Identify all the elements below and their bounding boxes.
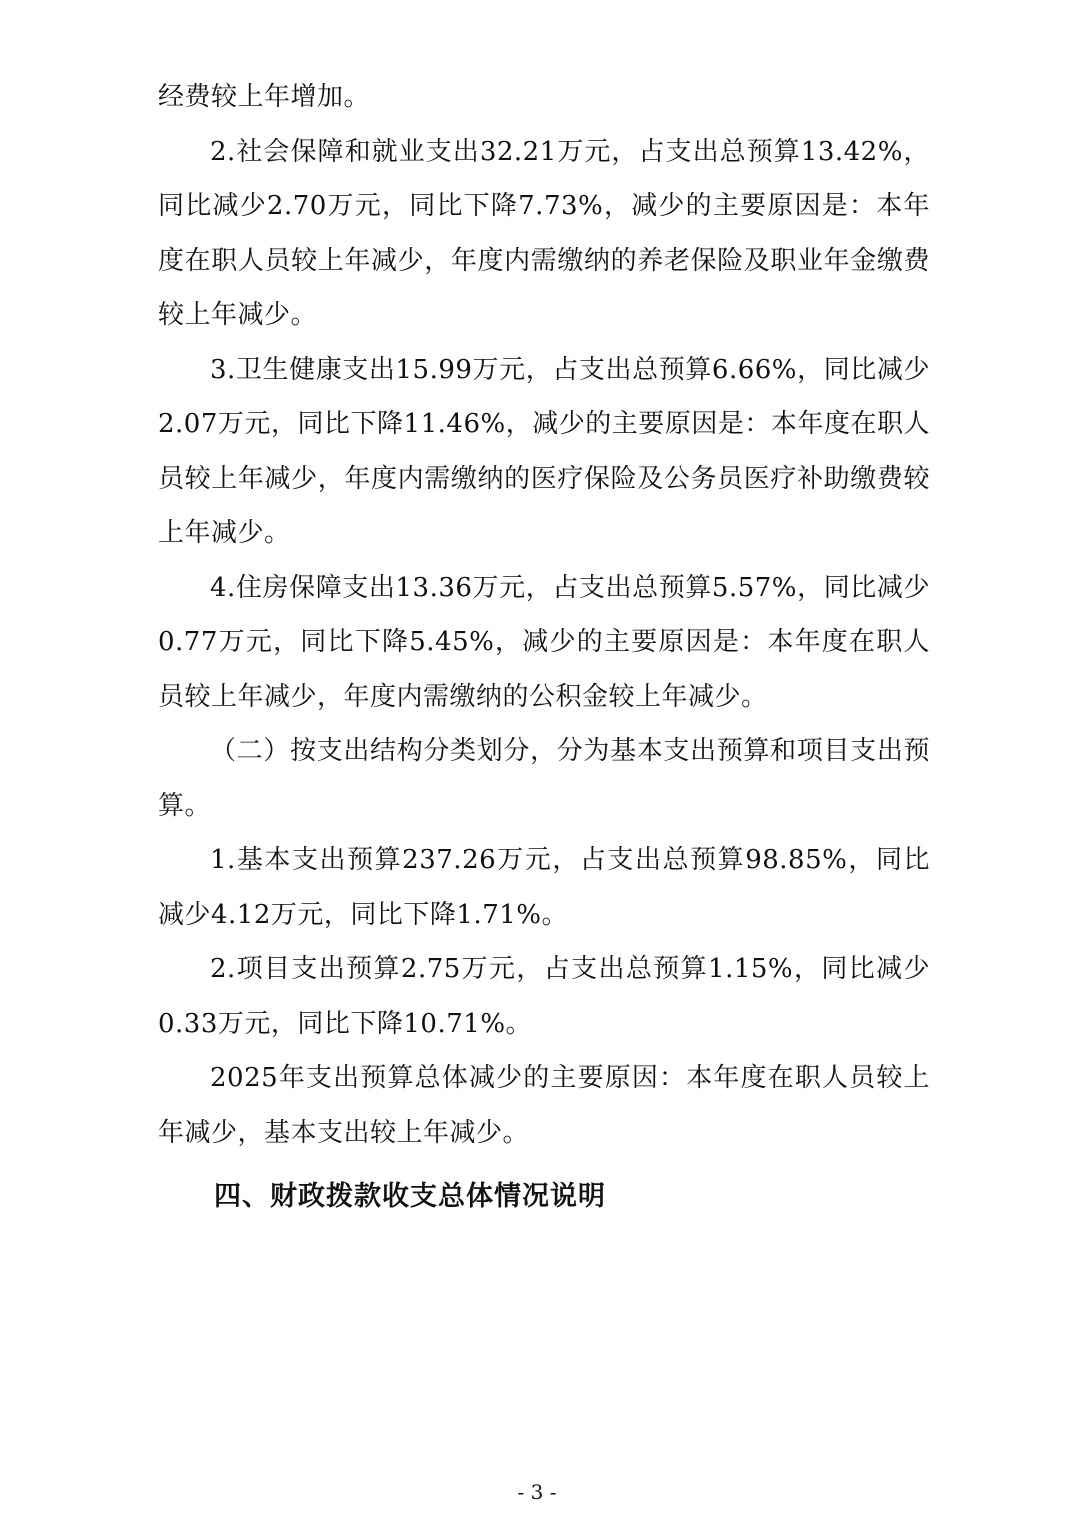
paragraph-project-expenditure: 2.项目支出预算2.75万元，占支出总预算1.15%，同比减少0.33万元，同比下降10.71%。 <box>158 954 930 1039</box>
paragraph-social-security: 2.社会保障和就业支出32.21万元，占支出总预算13.42%，同比减少2.70万元，同比下降7.73%，减少的主要原因是：本年度在职人员较上年减少，年度内需缴纳的养老保险及职业年金缴费较上年减少。 <box>158 136 930 330</box>
paragraph-overall-reason: 2025年支出预算总体减少的主要原因：本年度在职人员较上年减少，基本支出较上年减少。 <box>158 1063 930 1148</box>
page-number: - 3 - <box>517 1480 557 1504</box>
paragraph-basic-expenditure: 1.基本支出预算237.26万元，占支出总预算98.85%，同比减少4.12万元，同比下降1.71%。 <box>158 845 930 930</box>
paragraph-structure-classification: （二）按支出结构分类划分，分为基本支出预算和项目支出预算。 <box>158 736 930 821</box>
paragraph-continuation: 经费较上年增加。 <box>158 82 371 112</box>
body-text <box>158 70 930 1160</box>
paragraph-housing: 4.住房保障支出13.36万元，占支出总预算5.57%，同比减少0.77万元，同比下降5.45%，减少的主要原因是：本年度在职人员较上年减少，年度内需缴纳的公积金较上年减少。 <box>158 572 930 712</box>
section-heading: 四、财政拨款收支总体情况说明 <box>214 1181 606 1212</box>
paragraph-health: 3.卫生健康支出15.99万元，占支出总预算6.66%，同比减少2.07万元，同比下降11.46%，减少的主要原因是：本年度在职人员较上年减少，年度内需缴纳的医疗保险及公务员医疗补助缴费较上年减少。 <box>158 354 930 548</box>
